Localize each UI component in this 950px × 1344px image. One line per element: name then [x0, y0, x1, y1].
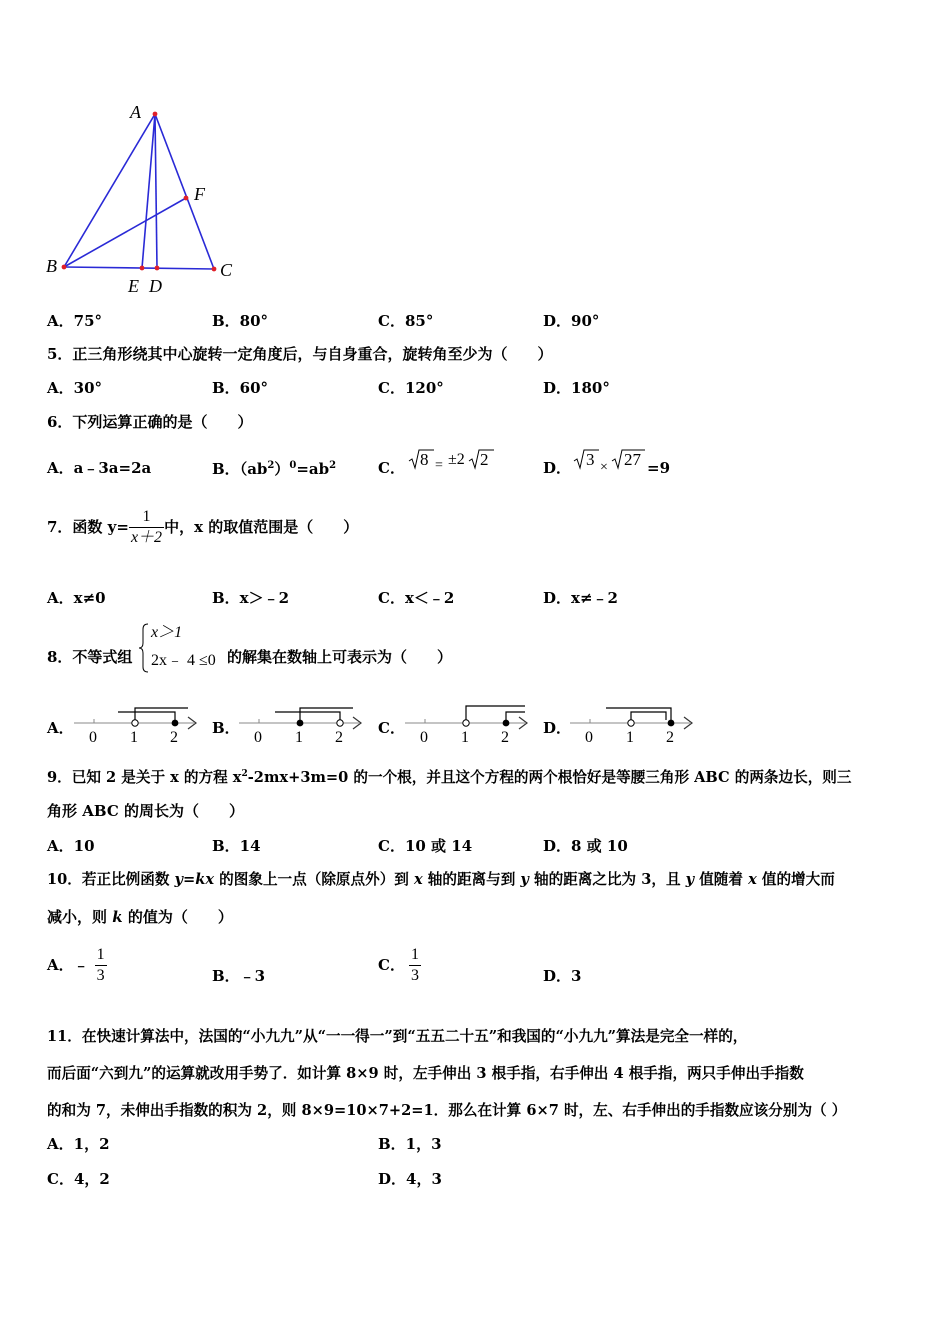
tick-2: 2 — [666, 729, 674, 746]
q4-option-c: C．85° — [378, 312, 434, 330]
q10-l1-kx: kx — [195, 871, 215, 888]
q11-stem-line-3: 的和为 7，未伸出手指数的积为 2，则 8×9=10×7+2=1．那么在计算 6×7 时，左、右手伸出的手指数应该分别为（ ） — [47, 1102, 847, 1119]
q6-option-b-label: B． — [212, 460, 240, 478]
q5-stem: 5．正三角形绕其中心旋转一定角度后，与自身重合，旋转角至少为（ ） — [47, 345, 553, 363]
q10-l1-x: x — [413, 871, 423, 888]
q6-option-b-exp2: 2 — [267, 460, 275, 471]
q10-l1-a: 10．若正比例函数 — [47, 871, 175, 888]
q10-option-a — [47, 942, 107, 988]
q10-option-a-label: A．﹣ — [47, 956, 89, 974]
q10-l2-k: k — [112, 908, 123, 926]
q9-stem-line-2: 角形 ABC 的周长为（ ） — [47, 802, 244, 820]
tick-1: 1 — [295, 729, 303, 746]
point-c — [212, 267, 217, 272]
q6-option-c-rad2: 2 — [480, 450, 489, 469]
q10-l1-eq: = — [183, 871, 196, 888]
q7-option-a: A．x≠0 — [47, 589, 106, 607]
q8-ineq-2: 2x﹣ 4 ≤0 — [151, 652, 216, 669]
q9-stem-line-1 — [47, 764, 852, 788]
q8-option-d-label: D． — [543, 719, 572, 737]
q6-option-b — [212, 456, 336, 479]
q9-option-d: D．8 或 10 — [543, 837, 628, 855]
q10-l1-f: 值的增大而 — [756, 871, 835, 888]
q10-l1-d: 轴的距离之比为 3，且 — [528, 871, 686, 888]
q10-option-c — [378, 942, 421, 988]
q6-option-d — [543, 446, 683, 480]
q10-option-d: D．3 — [543, 967, 582, 985]
q7-option-c: C．x＜﹣2 — [378, 589, 455, 607]
q6-option-d-times: × — [600, 460, 608, 475]
q8-prefix: 8．不等式组 — [47, 648, 133, 666]
point-b — [62, 265, 67, 270]
q10-l1-y: y — [174, 871, 184, 888]
q6-option-b-exp2b: 2 — [329, 460, 337, 471]
tick-2: 2 — [501, 729, 509, 746]
q11-option-b: B．1，3 — [378, 1135, 442, 1153]
tick-1: 1 — [626, 729, 634, 746]
q6-option-c — [378, 446, 508, 480]
q7-option-b: B．x＞﹣2 — [212, 589, 290, 607]
q6-option-b-open: （ab — [239, 460, 268, 478]
q6-option-a: A．a﹣3a=2a — [47, 459, 152, 477]
q10-option-a-den: 3 — [96, 966, 105, 984]
label-c: C — [220, 260, 233, 280]
tick-0: 0 — [585, 729, 593, 746]
q9-option-b: B．14 — [212, 837, 261, 855]
point-d — [155, 266, 160, 271]
q7-option-d: D．x≠﹣2 — [543, 589, 618, 607]
q9-option-a: A．10 — [47, 837, 95, 855]
label-b: B — [46, 256, 57, 276]
segment-ab — [64, 114, 155, 267]
q10-l2-a: 减小，则 — [47, 908, 113, 926]
q7-fraction-den: x＋2 — [130, 528, 163, 546]
q6-stem: 6．下列运算正确的是（ ） — [47, 413, 253, 431]
q10-option-c-num: 1 — [410, 945, 419, 963]
tick-0: 0 — [420, 729, 428, 746]
q10-l1-y3: y — [685, 871, 695, 888]
q7-fraction-num: 1 — [142, 507, 151, 525]
q8-suffix: 的解集在数轴上可表示为（ ） — [227, 648, 453, 666]
q5-option-c: C．120° — [378, 379, 444, 397]
q7-prefix: 7．函数 y= — [47, 518, 129, 536]
q10-option-a-num: 1 — [96, 945, 105, 963]
q10-l1-x2: x — [748, 871, 757, 888]
q11-stem-line-1: 11．在快速计算法中，法国的“小九九”从“一一得一”到“五五二十五”和我国的“小九九”算法是完全一样的， — [47, 1028, 748, 1045]
q8-option-c-numberline — [401, 700, 531, 746]
tick-2: 2 — [170, 729, 178, 746]
segment-bc — [64, 267, 214, 269]
q6-option-b-rest: =ab — [296, 460, 330, 478]
q6-option-c-pm: ±2 — [448, 451, 465, 468]
point-a — [153, 112, 158, 117]
q10-stem-line-1 — [47, 870, 835, 890]
q10-l1-y2: y — [520, 871, 529, 888]
q10-option-c-den: 3 — [410, 966, 419, 984]
point-f — [184, 196, 189, 201]
q10-l1-e: 值随着 — [694, 871, 749, 888]
q4-option-b: B．80° — [212, 312, 269, 330]
label-a: A — [130, 102, 141, 122]
label-f: F — [194, 184, 205, 204]
q6-option-c-label: C． — [378, 459, 405, 477]
q9-line1-b: -2mx+3m=0 的一个根，并且这个方程的两个根恰好是等腰三角形 ABC 的两条边长，则三 — [247, 768, 852, 786]
point-e — [140, 266, 145, 271]
q10-option-b: B．﹣3 — [212, 967, 266, 985]
segment-bf — [64, 198, 186, 267]
q11-option-d: D．4，3 — [378, 1170, 442, 1188]
segment-ad — [155, 114, 157, 268]
q9-option-c: C．10 或 14 — [378, 837, 473, 855]
q4-option-d: D．90° — [543, 312, 600, 330]
q10-option-c-label: C． — [378, 956, 405, 974]
q7-stem — [47, 505, 358, 549]
q11-stem-line-2: 而后面“六到九”的运算就改用手势了．如计算 8×9 时，左手伸出 3 根手指，右手伸出 4 根手指，两只手伸出手指数 — [47, 1065, 804, 1082]
q5-option-b: B．60° — [212, 379, 269, 397]
q8-option-b-numberline — [235, 700, 365, 746]
q6-option-d-eq: =9 — [647, 459, 671, 477]
label-d: D — [149, 276, 162, 296]
label-e: E — [128, 276, 139, 296]
tick-2: 2 — [335, 729, 343, 746]
q11-option-a: A．1，2 — [47, 1135, 110, 1153]
q5-option-d: D．180° — [543, 379, 610, 397]
q8-option-d-numberline — [566, 700, 696, 746]
q6-option-d-label: D． — [543, 459, 572, 477]
tick-1: 1 — [461, 729, 469, 746]
q9-line1-sup: 2 — [241, 769, 248, 779]
tick-1: 1 — [130, 729, 138, 746]
q8-option-b-label: B． — [212, 719, 240, 737]
segment-ac — [155, 114, 214, 269]
q7-suffix: 中，x 的取值范围是（ ） — [164, 518, 359, 536]
q10-l2-b: 的值为（ ） — [122, 908, 233, 926]
q10-stem-line-2 — [47, 907, 233, 927]
q10-l1-b: 的图象上一点（除原点外）到 — [214, 871, 414, 888]
q10-option-a-fraction — [95, 945, 107, 986]
tick-0: 0 — [89, 729, 97, 746]
q11-option-c: C．4，2 — [47, 1170, 110, 1188]
q6-option-c-rad1: 8 — [420, 450, 429, 469]
q4-option-a: A．75° — [47, 312, 103, 330]
q8-option-a-numberline — [70, 700, 200, 746]
q7-fraction — [129, 507, 164, 548]
brace-icon — [139, 623, 149, 673]
q6-option-b-close: ） — [274, 460, 290, 478]
q5-option-a: A．30° — [47, 379, 103, 397]
q8-option-c-label: C． — [378, 719, 405, 737]
q9-line1-a: 9．已知 2 是关于 x 的方程 x — [47, 768, 242, 786]
q8-ineq-1: x＞1 — [151, 624, 183, 641]
tick-0: 0 — [254, 729, 262, 746]
segment-ae — [142, 114, 155, 268]
q10-l1-c: 轴的距离与到 — [422, 871, 521, 888]
triangle-figure — [40, 100, 250, 300]
q6-option-d-rad1: 3 — [586, 450, 595, 469]
q6-option-c-eq: = — [435, 458, 443, 473]
q6-option-d-rad2: 27 — [624, 450, 641, 469]
q6-option-b-exp0: 0 — [289, 460, 297, 471]
q8-option-a-label: A． — [47, 719, 74, 737]
q10-option-c-fraction — [409, 945, 421, 986]
